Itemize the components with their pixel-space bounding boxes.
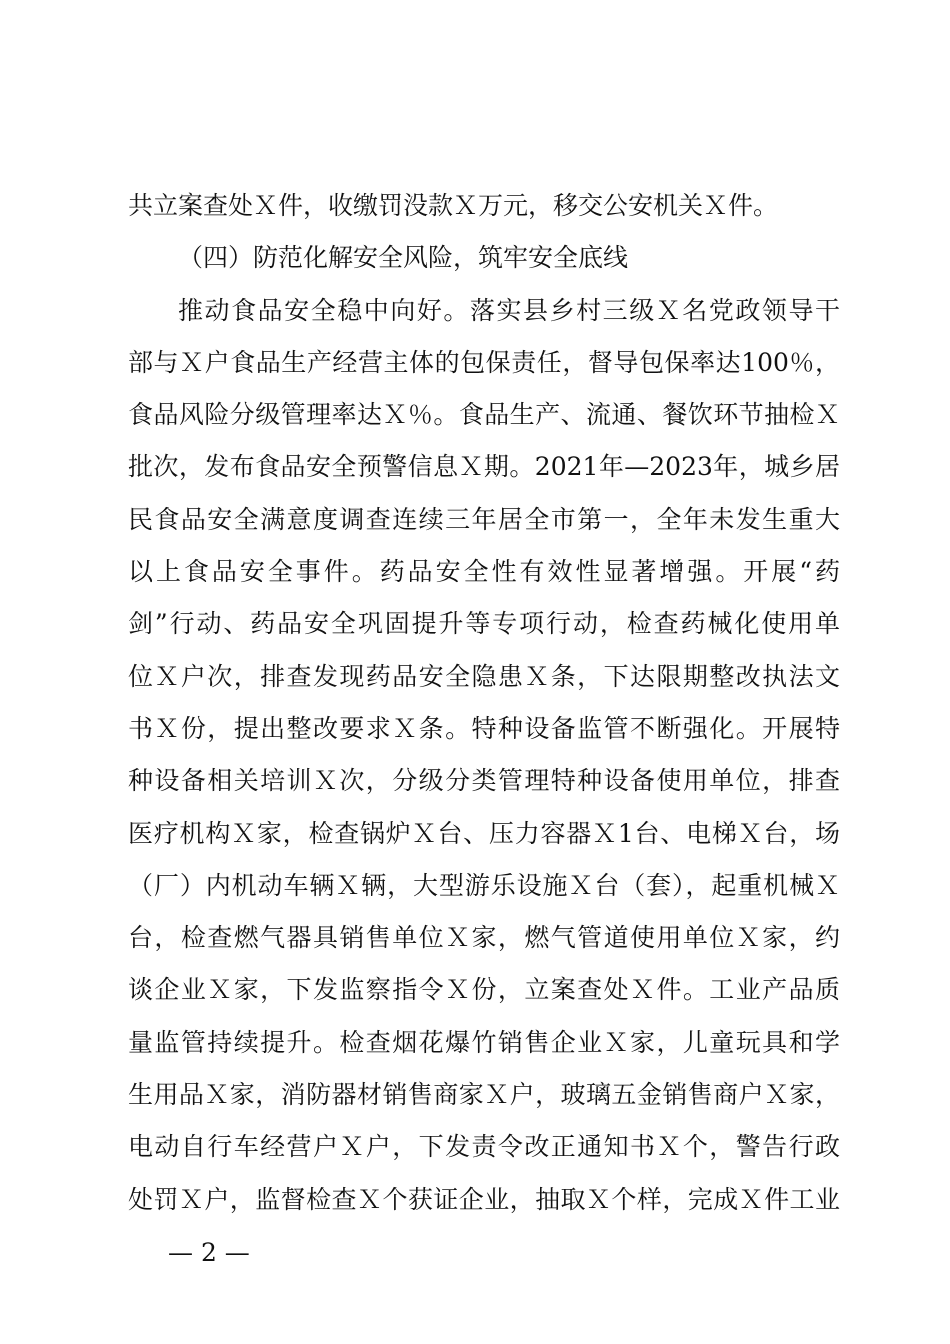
paragraph-line: 位Ｘ户次，排查发现药品安全隐患Ｘ条，下达限期整改执法文 <box>128 661 840 691</box>
paragraph-line: 医疗机构Ｘ家，检查锅炉Ｘ台、压力容器Ｘ1台、电梯Ｘ台，场 <box>128 818 840 848</box>
paragraph-line: 部与Ｘ户食品生产经营主体的包保责任，督导包保率达100％， <box>128 347 840 377</box>
paragraph-line: 谈企业Ｘ家，下发监察指令Ｘ份，立案查处Ｘ件。工业产品质 <box>128 975 840 1005</box>
paragraph-line: 批次，发布食品安全预警信息Ｘ期。2021年—2023年，城乡居 <box>128 452 840 482</box>
paragraph-line: 以上食品安全事件。药品安全性有效性显著增强。开展“药 <box>128 557 840 587</box>
paragraph-line: 书Ｘ份，提出整改要求Ｘ条。特种设备监管不断强化。开展特 <box>128 713 840 743</box>
paragraph-line: （厂）内机动车辆Ｘ辆，大型游乐设施Ｘ台（套），起重机械Ｘ <box>128 870 840 900</box>
section-heading: （四）防范化解安全风险，筑牢安全底线 <box>178 243 629 273</box>
paragraph-line: 推动食品安全稳中向好。落实县乡村三级Ｘ名党政领导干 <box>178 295 840 325</box>
paragraph-line: 民食品安全满意度调查连续三年居全市第一，全年未发生重大 <box>128 504 840 534</box>
paragraph-line: 量监管持续提升。检查烟花爆竹销售企业Ｘ家，儿童玩具和学 <box>128 1027 840 1057</box>
body-text <box>128 180 840 1226</box>
page-number: — 2 — <box>168 1238 250 1267</box>
paragraph-line: 台，检查燃气器具销售单位Ｘ家，燃气管道使用单位Ｘ家，约 <box>128 923 840 953</box>
paragraph-line: 剑”行动、药品安全巩固提升等专项行动，检查药械化使用单 <box>128 609 840 639</box>
paragraph-line: 种设备相关培训Ｘ次，分级分类管理特种设备使用单位，排查 <box>128 766 840 796</box>
paragraph-line: 处罚Ｘ户，监督检查Ｘ个获证企业，抽取Ｘ个样，完成Ｘ件工业 <box>128 1184 840 1214</box>
paragraph-line: 电动自行车经营户Ｘ户，下发责令改正通知书Ｘ个，警告行政 <box>128 1132 840 1162</box>
continued-paragraph-line: 共立案查处Ｘ件，收缴罚没款Ｘ万元，移交公安机关Ｘ件。 <box>128 191 779 220</box>
paragraph-line: 食品风险分级管理率达Ｘ％。食品生产、流通、餐饮环节抽检Ｘ <box>128 400 840 430</box>
paragraph-line: 生用品Ｘ家，消防器材销售商家Ｘ户，玻璃五金销售商户Ｘ家， <box>128 1080 840 1110</box>
